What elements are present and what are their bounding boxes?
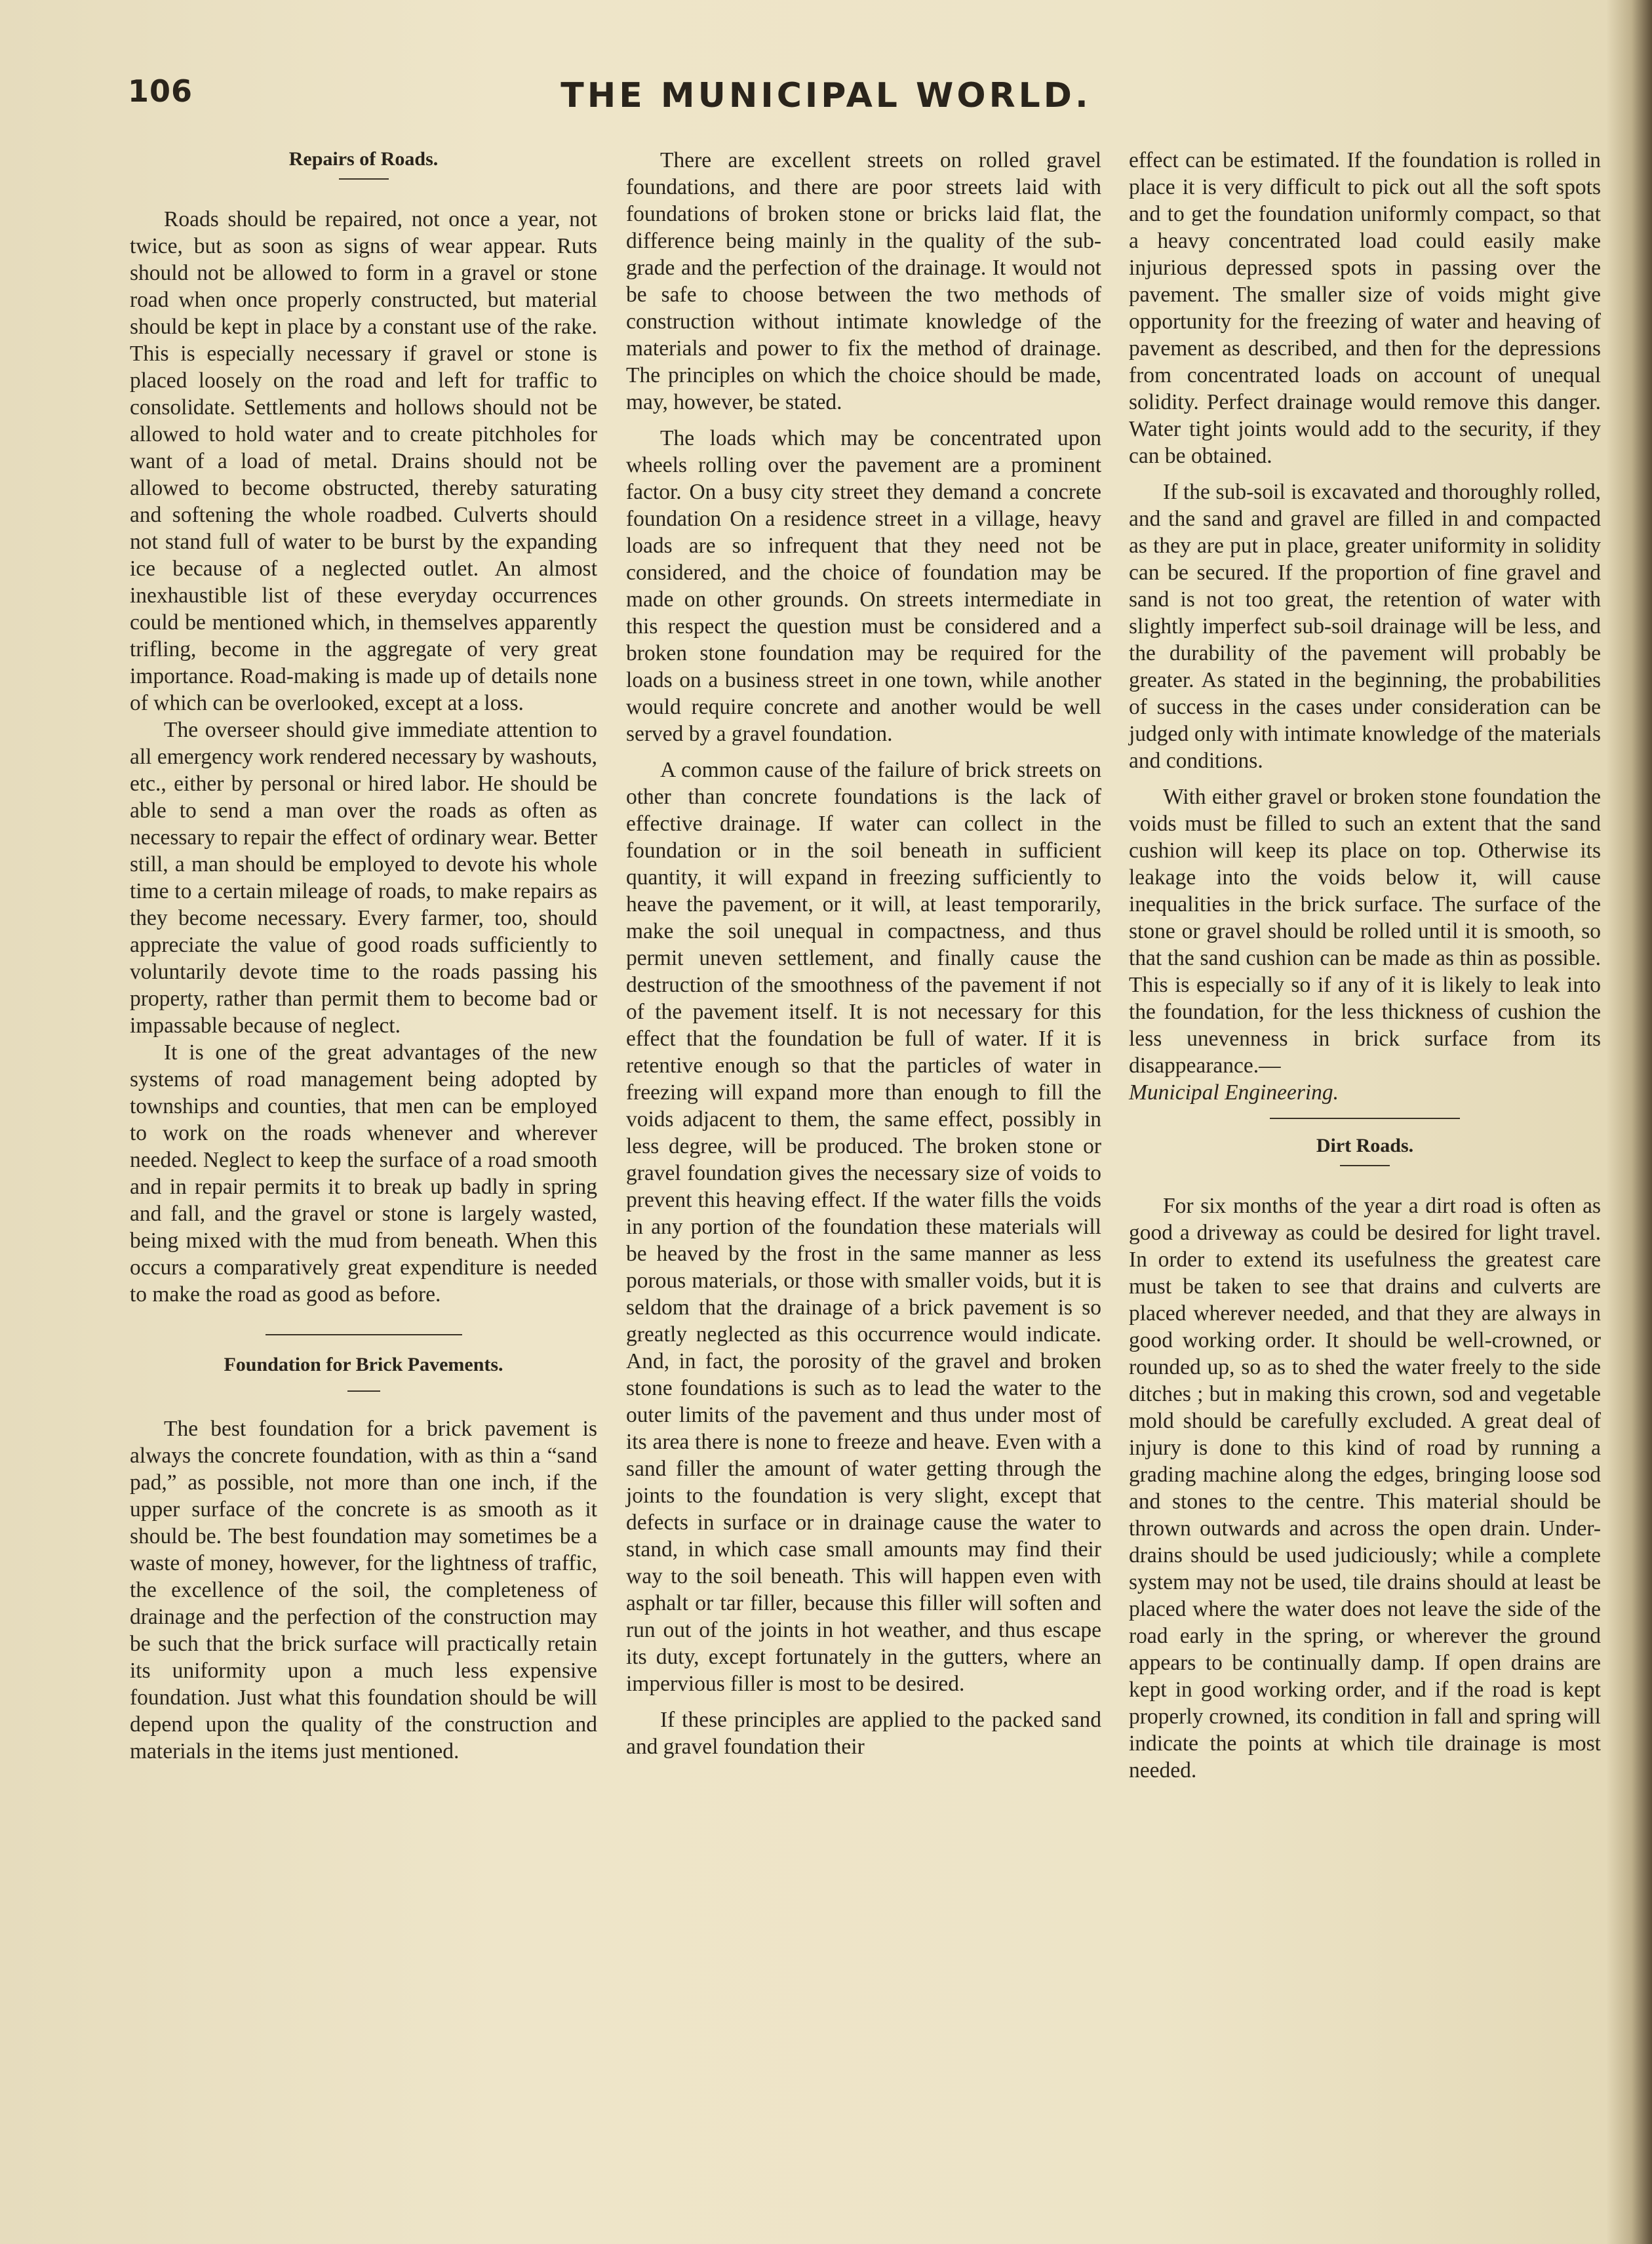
title-rule: [1340, 1165, 1390, 1166]
paragraph: The loads which may be concentrated upon wheels rolling over the pavement are a prominent factor. On a busy city street they demand a concrete foundation On a residence street in a village, heavy loads are so infrequent that they need not be considered, and the choice of foundation may be made on other grounds. On streets intermediate in this respect the question must be considered and a broken stone foundation may be required for the loads on a business street in one town, while another would require concrete and another would be well served by a gravel foundation.: [626, 426, 1101, 746]
paragraph: Roads should be repaired, not once a year, not twice, but as soon as signs of wear appear. Ruts should not be allowed to form in a gravel or stone road when once properly constructed, but material should be kept in place by a constant use of the rake. This is especially necessary if gravel or stone is placed loosely on the road and left for traffic to consolidate. Settlements and hollows should not be allowed to hold water and to create pitchholes for want of a load of metal. Drains should not be allowed to become obstructed, thereby saturating and softening the whole roadbed. Culverts should not stand full of water to be burst by the expanding ice because of a neglected outlet. An almost inexhaustible list of these everyday occurrences could be mentioned which, in themselves apparently trifling, become in the aggregate of very great importance. Road-making is made up of details none of which can be overlooked, except at a loss.: [130, 207, 597, 715]
article-title-repairs: Repairs of Roads.: [288, 148, 439, 170]
title-rule: [339, 178, 389, 180]
paragraph: If these principles are applied to the packed sand and gravel foundation their: [626, 1708, 1101, 1759]
article-title-foundation: Foundation for Brick Pavements.: [224, 1354, 503, 1375]
paragraph: The best foundation for a brick pavement is always the concrete foundation, with as thin a “sand pad,” as possible, not more than one inch, if the upper surface of the concrete is as smooth as it should be. The best foundation may sometimes be a waste of money, however, for the lightness of traffic, the excellence of the soil, the completeness of drainage and the perfection of the construction may be such that the brick surface will practically retain its uniformity upon a much less expensive foundation. Just what this foundation should be will depend upon the quality of the construction and materials in the items just mentioned.: [130, 1417, 597, 1763]
section-divider: [1270, 1118, 1460, 1119]
paragraph: It is one of the great advantages of the new systems of road management being adopted by townships and counties, that men can be employed to work on the roads whenever and wherever needed. Neglect to keep the surface of a road smooth and in repair permits it to break up badly in spring and fall, and the gravel or stone is largely wasted, being mixed with the mud from beneath. When this occurs a comparatively great expenditure is needed to make the road as good as before.: [130, 1040, 597, 1307]
title-rule: [347, 1390, 380, 1392]
paragraph: A common cause of the failure of brick streets on other than concrete foundations is the lack of effective drainage. If water can collect in the foundation or in the soil beneath in sufficient quantity, it will expand in freezing sufficiently to heave the pavement, or it will, at least temporarily, make the soil unequal in compactness, and thus permit uneven settlement, and finally cause the destruction of the smoothness of the pavement if not of the pavement itself. It is not necessary for this effect that the foundation be full of water. If it is retentive enough so that the particles of water in freezing will expand more than enough to fill the voids adjacent to them, the same effect, possibly in less degree, will be produced. The broken stone or gravel foundation gives the necessary size of voids to prevent this heaving effect. If the water fills the voids in any portion of the foundation these materials will be heaved by the frost in the same manner as less porous materials, or those with smaller voids, but it is seldom that the drainage of a brick pavement is so greatly neglected as this occurrence would indicate. And, in fact, the porosity of the gravel and broken stone foundations is such as to lead the water to the outer limits of the pavement and thus under most of its area there is none to freeze and heave. Even with a sand filler the amount of water getting through the joints to the foundation is very slight, except that defects in surface or in drainage cause the water to stand, in which case small amounts may find their way to the soil beneath. This will happen even with asphalt or tar filler, because this filler will soften and run out of the joints in hot weather, and thus escape its duty, except fortunately in the gutters, where an impervious filler is most to be desired.: [626, 758, 1101, 1696]
article-source: Municipal Engineering.: [1129, 1080, 1339, 1105]
column-3: [1129, 147, 1601, 1784]
paragraph: The overseer should give immediate attention to all emergency work rendered necessary by washouts, etc., either by personal or hired labor. He should be able to send a man over the roads as often as necessary to repair the effect of ordinary wear. Better still, a man should be employed to devote his whole time to a certain mileage of roads, to make repairs as they become necessary. Every farmer, too, should appreciate the value of good roads sufficiently to voluntarily devote time to the roads passing his property, rather than permit them to become bad or impassable because of neglect.: [130, 718, 597, 1038]
article-title-dirt: Dirt Roads.: [1316, 1135, 1414, 1156]
paragraph: With either gravel or broken stone foundation the voids must be filled to such an extent that the sand cushion will keep its place on top. Otherwise its leakage into the voids below it, will cause inequalities in the brick surface. The surface of the stone or gravel should be rolled until it is smooth, so that the sand cushion can be made as thin as possible. This is especially so if any of it is likely to leak into the foundation, for the less thickness of cushion the less unevenness in brick surface from its disappearance.—: [1129, 785, 1601, 1078]
paragraph: For six months of the year a dirt road is often as good a driveway as could be desired for light travel. In order to extend its usefulness the greatest care must be taken to see that drains and culverts are placed wherever needed, and that they are always in good working order. It should be well-crowned, or rounded up, so as to shed the water freely to the side ditches ; but in making this crown, sod and vegetable mold should be carefully excluded. A great deal of injury is done to this kind of road by running a grading machine along the edges, bringing loose sod and stones to the centre. This material should be thrown outwards and across the open drain. Under-drains should be used judiciously; while a complete system may not be used, tile drains should at least be placed where the water does not leave the side of the road early in the spring, or wherever the ground appears to be continually damp. If open drains are kept in good working order, and if the road is kept properly crowned, its condition in fall and spring will indicate the points at which tile drainage is most needed.: [1129, 1194, 1601, 1782]
page-number: 106: [128, 73, 193, 109]
paragraph: There are excellent streets on rolled gravel foundations, and there are poor streets laid with foundations of broken stone or bricks laid flat, the difference being mainly in the quality of the sub-grade and the perfection of the drainage. It would not be safe to choose between the two methods of construction without intimate knowledge of the materials and power to fix the method of drainage. The principles on which the choice should be made, may, however, be stated.: [626, 148, 1101, 414]
binding-shadow: [1606, 0, 1652, 2244]
paragraph: If the sub-soil is excavated and thoroughly rolled, and the sand and gravel are filled in and compacted as they are put in place, greater uniformity in solidity can be secured. If the proportion of fine gravel and sand is not too great, the retention of water with slightly imperfect sub-soil drainage will be less, and the durability of the pavement will probably be greater. As stated in the beginning, the probabilities of success in the cases under consideration can be judged only with intimate knowledge of the materials and conditions.: [1129, 480, 1601, 773]
column-1: [130, 147, 597, 1765]
column-2: [626, 147, 1101, 1760]
section-divider: [266, 1334, 462, 1335]
publication-title: THE MUNICIPAL WORLD.: [560, 76, 1092, 115]
paragraph: effect can be estimated. If the foundation is rolled in place it is very difficult to pick out all the soft spots and to get the foundation uniformly compact, so that a heavy concentrated load could easily make injurious depressed spots in passing over the pavement. The smaller size of voids might give opportunity for the freezing of water and heaving of pavement as described, and then for the depressions from concentrated loads on account of unequal solidity. Perfect drainage would remove this danger. Water tight joints would add to the security, if they can be obtained.: [1129, 148, 1601, 468]
